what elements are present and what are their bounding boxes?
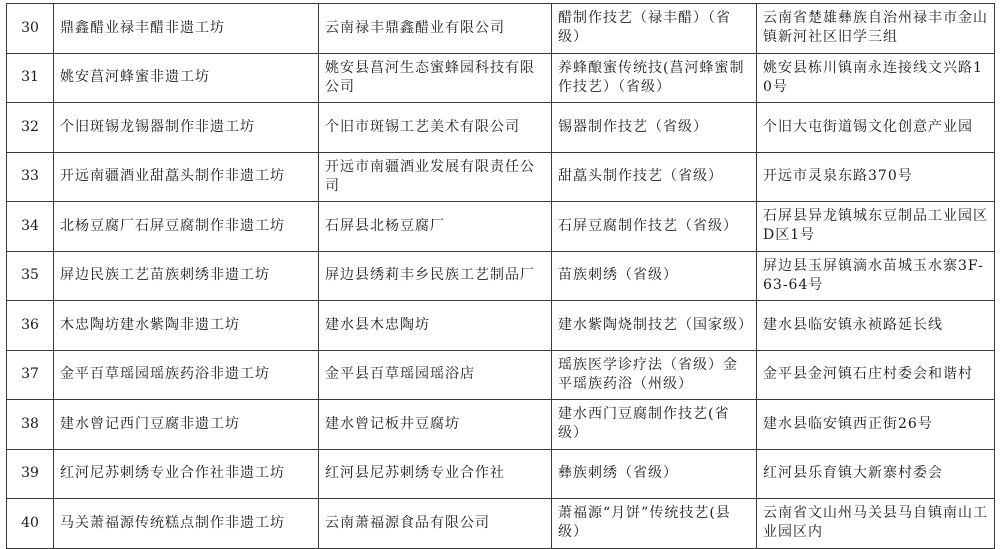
address: 建水县临安镇永祯路延长线	[757, 301, 995, 351]
row-number: 37	[7, 350, 54, 400]
address: 金平县金河镇石庄村委会和谐村	[757, 350, 995, 400]
heritage-item: 彝族刺绣（省级）	[552, 449, 757, 499]
heritage-item: 养蜂酿蜜传统技(菖河蜂蜜制作技艺）（省级）	[552, 53, 757, 103]
table-body	[7, 4, 995, 549]
heritage-item: 建水紫陶烧制技艺（国家级）	[552, 301, 757, 351]
address: 云南省文山州马关县马自镇南山工业园区内	[757, 499, 995, 549]
address: 姚安县栋川镇南永连接线文兴路10号	[757, 53, 995, 103]
row-number: 39	[7, 449, 54, 499]
row-number: 36	[7, 301, 54, 351]
table-row	[7, 53, 995, 103]
table-row	[7, 251, 995, 301]
heritage-item: 醋制作技艺（禄丰醋）（省级）	[552, 4, 757, 54]
company-name: 云南萧福源食品有限公司	[319, 499, 552, 549]
company-name: 金平县百草瑶园瑶浴店	[319, 350, 552, 400]
workshop-name: 金平百草瑶园瑶族药浴非遗工坊	[54, 350, 319, 400]
heritage-item: 萧福源“月饼”传统技艺(县级）	[552, 499, 757, 549]
company-name: 开远市南疆酒业发展有限责任公司	[319, 152, 552, 202]
workshop-name: 马关萧福源传统糕点制作非遗工坊	[54, 499, 319, 549]
heritage-item: 锡器制作技艺（省级）	[552, 103, 757, 153]
company-name: 屏边县绣莉丰乡民族工艺制品厂	[319, 251, 552, 301]
table-row	[7, 499, 995, 549]
workshop-name: 屏边民族工艺苗族刺绣非遗工坊	[54, 251, 319, 301]
table-row	[7, 4, 995, 54]
heritage-item: 瑶族医学诊疗法（省级）金平瑶族药浴（州级）	[552, 350, 757, 400]
row-number: 40	[7, 499, 54, 549]
row-number: 35	[7, 251, 54, 301]
company-name: 石屏县北杨豆腐厂	[319, 202, 552, 252]
company-name: 姚安县菖河生态蜜蜂园科技有限公司	[319, 53, 552, 103]
workshop-name: 姚安菖河蜂蜜非遗工坊	[54, 53, 319, 103]
address: 建水县临安镇西正街26号	[757, 400, 995, 450]
workshop-name: 建水曾记西门豆腐非遗工坊	[54, 400, 319, 450]
company-name: 建水曾记板井豆腐坊	[319, 400, 552, 450]
row-number: 31	[7, 53, 54, 103]
address: 个旧大屯街道锡文化创意产业园	[757, 103, 995, 153]
address: 屏边县玉屏镇滴水苗城玉水寨3F-63-64号	[757, 251, 995, 301]
table-row	[7, 103, 995, 153]
heritage-item: 石屏豆腐制作技艺（省级）	[552, 202, 757, 252]
address: 石屏县异龙镇城东豆制品工业园区D区1号	[757, 202, 995, 252]
workshop-name: 北杨豆腐厂石屏豆腐制作非遗工坊	[54, 202, 319, 252]
heritage-workshop-table	[6, 3, 995, 549]
workshop-name: 开远南疆酒业甜藠头制作非遗工坊	[54, 152, 319, 202]
table-row	[7, 400, 995, 450]
address: 云南省楚雄彝族自治州禄丰市金山镇新河社区旧学三组	[757, 4, 995, 54]
row-number: 30	[7, 4, 54, 54]
workshop-name: 鼎鑫醋业禄丰醋非遗工坊	[54, 4, 319, 54]
heritage-item: 甜藠头制作技艺（省级）	[552, 152, 757, 202]
table-row	[7, 152, 995, 202]
table-row	[7, 350, 995, 400]
row-number: 32	[7, 103, 54, 153]
workshop-name: 木忠陶坊建水紫陶非遗工坊	[54, 301, 319, 351]
row-number: 33	[7, 152, 54, 202]
company-name: 红河县尼苏刺绣专业合作社	[319, 449, 552, 499]
row-number: 38	[7, 400, 54, 450]
address: 红河县乐育镇大新寨村委会	[757, 449, 995, 499]
table-row	[7, 301, 995, 351]
workshop-name: 红河尼苏刺绣专业合作社非遗工坊	[54, 449, 319, 499]
company-name: 云南禄丰鼎鑫醋业有限公司	[319, 4, 552, 54]
heritage-item: 建水西门豆腐制作技艺(省级）	[552, 400, 757, 450]
row-number: 34	[7, 202, 54, 252]
table-row	[7, 449, 995, 499]
workshop-name: 个旧斑锡龙锡器制作非遗工坊	[54, 103, 319, 153]
address: 开远市灵泉东路370号	[757, 152, 995, 202]
heritage-item: 苗族刺绣（省级）	[552, 251, 757, 301]
table-row	[7, 202, 995, 252]
company-name: 建水县木忠陶坊	[319, 301, 552, 351]
company-name: 个旧市斑锡工艺美术有限公司	[319, 103, 552, 153]
